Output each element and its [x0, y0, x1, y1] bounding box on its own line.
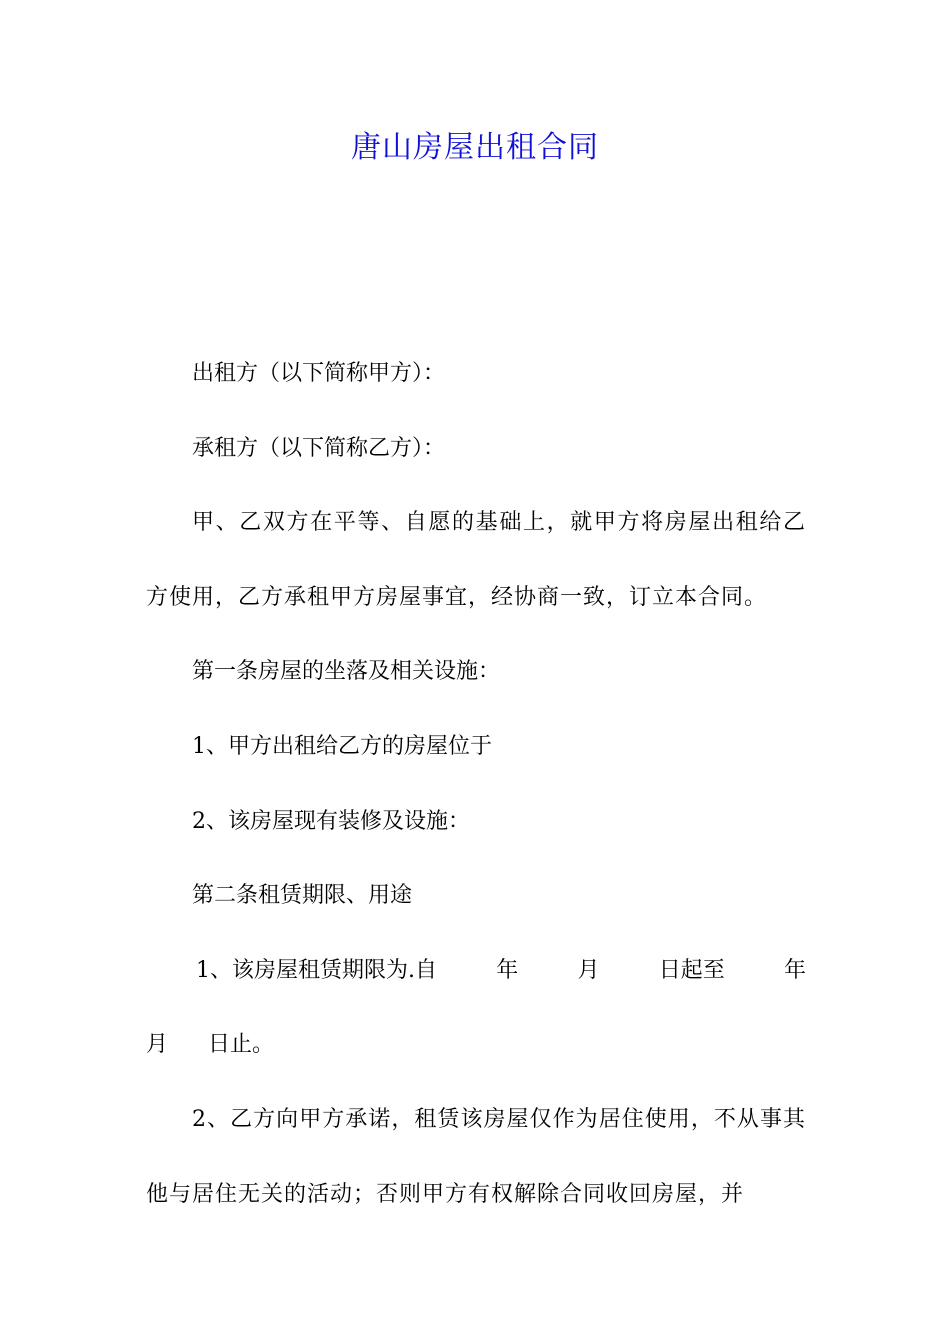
- term-year-label: 年: [496, 957, 519, 983]
- paragraph-preamble: 甲、乙双方在平等、自愿的基础上，就甲方将房屋出租给乙方使用，乙方承租甲方房屋事宜，经协商一致，订立本合同。: [146, 510, 806, 610]
- document-body: [146, 337, 806, 1232]
- paragraph-usage-promise: 2、乙方向甲方承诺，租赁该房屋仅作为居住使用，不从事其他与居住无关的活动；否则甲方有权解除合同收回房屋，并: [146, 1106, 806, 1207]
- paragraph-item-facilities: 2、该房屋现有装修及设施：: [192, 808, 470, 834]
- paragraph-lessor: 出租方（以下简称甲方）：: [192, 361, 446, 386]
- term-end-day-label: 日止。: [208, 1032, 275, 1058]
- paragraph-article-1: 第一条房屋的坐落及相关设施：: [192, 659, 501, 685]
- paragraph-lessee: 承租方（以下简称乙方）：: [192, 435, 446, 461]
- term-line: [146, 934, 806, 1009]
- term-end-month-label: 月: [146, 1032, 169, 1058]
- term-line-continuation: [146, 1008, 806, 1083]
- term-day-until-label: 日起至: [658, 957, 725, 983]
- paragraph-article-2: 第二条租赁期限、用途: [192, 883, 413, 909]
- term-end-year-label: 年: [783, 957, 806, 983]
- term-month-label: 月: [577, 957, 600, 983]
- term-start-label: 1、该房屋租赁期限为.自: [196, 957, 437, 983]
- paragraph-item-location: 1、甲方出租给乙方的房屋位于: [192, 733, 492, 759]
- document-title: 唐山房屋出租合同: [351, 130, 599, 165]
